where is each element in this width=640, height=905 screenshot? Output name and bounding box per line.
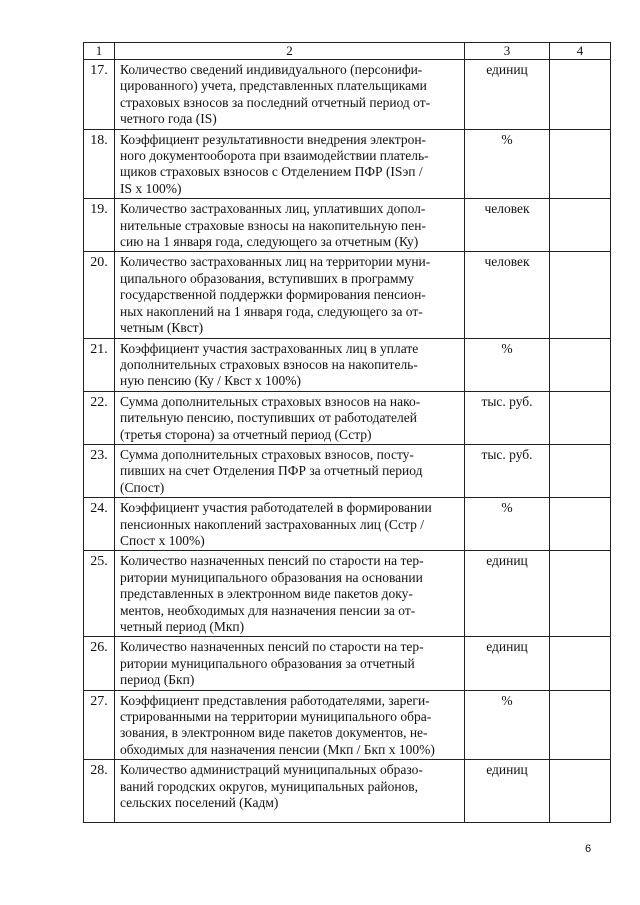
description-line: четного года (IS) bbox=[120, 111, 217, 127]
row-number: 22. bbox=[84, 391, 115, 444]
row-number: 23. bbox=[84, 444, 115, 497]
row-number: 25. bbox=[84, 551, 115, 637]
indicator-description bbox=[115, 637, 465, 690]
description-line: Количество застрахованных лиц на территории муни- bbox=[120, 254, 431, 270]
description-line: ных накоплений на 1 января года, следующего за от- bbox=[120, 303, 423, 319]
table-row bbox=[84, 551, 611, 637]
description-line: период (Бкп) bbox=[120, 672, 195, 688]
row-number: 26. bbox=[84, 637, 115, 690]
description-line: Сумма дополнительных страховых взносов на нако- bbox=[120, 393, 421, 409]
unit-of-measure: единиц bbox=[465, 760, 550, 823]
indicators-table bbox=[83, 42, 611, 823]
indicator-description bbox=[115, 252, 465, 338]
value-cell bbox=[550, 199, 611, 252]
description-line: Сумма дополнительных страховых взносов, посту- bbox=[120, 446, 414, 462]
unit-of-measure: тыс. руб. bbox=[465, 391, 550, 444]
unit-of-measure: тыс. руб. bbox=[465, 444, 550, 497]
unit-of-measure: единиц bbox=[465, 637, 550, 690]
description-line: сию на 1 января года, следующего за отчетным (Ку) bbox=[120, 234, 419, 250]
header-cell-4: 4 bbox=[550, 43, 611, 60]
description-line: цированного) учета, представленных плательщиками bbox=[120, 78, 427, 94]
header-cell-3: 3 bbox=[465, 43, 550, 60]
description-line: ментов, необходимых для назначения пенсии за от- bbox=[120, 602, 416, 618]
table-row bbox=[84, 199, 611, 252]
row-number: 17. bbox=[84, 60, 115, 130]
header-cell-2: 2 bbox=[115, 43, 465, 60]
description-line: обходимых для назначения пенсии (Мкп / Бкп х 100%) bbox=[120, 741, 435, 757]
description-line: сельских поселений (Кадм) bbox=[120, 795, 279, 811]
description-line: зования, в электронном виде пакетов документов, не- bbox=[120, 725, 428, 741]
description-line: Коэффициент представления работодателями, зареги- bbox=[120, 692, 430, 708]
value-cell bbox=[550, 498, 611, 551]
value-cell bbox=[550, 129, 611, 199]
description-line: Количество назначенных пенсий по старости на тер- bbox=[120, 639, 424, 655]
value-cell bbox=[550, 60, 611, 130]
unit-of-measure: человек bbox=[465, 252, 550, 338]
description-line: IS x 100%) bbox=[120, 180, 182, 196]
description-line: нительные страховые взносы на накопительную пен- bbox=[120, 217, 426, 233]
description-line: (Спост) bbox=[120, 479, 165, 495]
table-header-row bbox=[84, 43, 611, 60]
description-line: Количество застрахованных лиц, уплативших допол- bbox=[120, 201, 426, 217]
table-row bbox=[84, 760, 611, 823]
row-number: 20. bbox=[84, 252, 115, 338]
description-line: Спост х 100%) bbox=[120, 532, 205, 548]
row-number: 18. bbox=[84, 129, 115, 199]
unit-of-measure: единиц bbox=[465, 60, 550, 130]
indicator-description bbox=[115, 498, 465, 551]
table-row bbox=[84, 444, 611, 497]
table-row bbox=[84, 391, 611, 444]
table-row bbox=[84, 637, 611, 690]
indicator-description bbox=[115, 391, 465, 444]
page-number: 6 bbox=[585, 843, 592, 855]
description-line: Коэффициент результативности внедрения электрон- bbox=[120, 131, 427, 147]
table-row bbox=[84, 338, 611, 391]
description-line: щиков страховых взносов с Отделением ПФР (ISэп / bbox=[120, 164, 423, 180]
description-line: дополнительных страховых взносов на накопитель- bbox=[120, 356, 418, 372]
value-cell bbox=[550, 338, 611, 391]
description-line: представленных в электронном виде пакетов доку- bbox=[120, 586, 413, 602]
description-line: Количество сведений индивидуального (персонифи- bbox=[120, 62, 423, 77]
description-line: Количество назначенных пенсий по старости на тер- bbox=[120, 553, 424, 569]
indicator-description bbox=[115, 444, 465, 497]
unit-of-measure: % bbox=[465, 338, 550, 391]
value-cell bbox=[550, 252, 611, 338]
indicator-description bbox=[115, 690, 465, 760]
description-line: четным (Квст) bbox=[120, 320, 204, 336]
description-line: страховых взносов за последний отчетный период от- bbox=[120, 94, 431, 110]
table-row bbox=[84, 60, 611, 130]
description-line: пивших на счет Отделения ПФР за отчетный период bbox=[120, 463, 423, 479]
description-line: ного документооборота при взаимодействии платель- bbox=[120, 148, 429, 164]
row-number: 28. bbox=[84, 760, 115, 823]
header-cell-1: 1 bbox=[84, 43, 115, 60]
value-cell bbox=[550, 551, 611, 637]
indicator-description bbox=[115, 199, 465, 252]
description-line: четный период (Мкп) bbox=[120, 619, 245, 634]
table-row bbox=[84, 498, 611, 551]
unit-of-measure: единиц bbox=[465, 551, 550, 637]
description-line: пенсионных накоплений застрахованных лиц (Сстр / bbox=[120, 516, 424, 532]
row-number: 19. bbox=[84, 199, 115, 252]
unit-of-measure: % bbox=[465, 129, 550, 199]
description-line: Количество администраций муниципальных образо- bbox=[120, 762, 423, 778]
value-cell bbox=[550, 690, 611, 760]
value-cell bbox=[550, 760, 611, 823]
table-row bbox=[84, 252, 611, 338]
indicator-description bbox=[115, 338, 465, 391]
value-cell bbox=[550, 444, 611, 497]
description-line: ритории муниципального образования на основании bbox=[120, 569, 423, 585]
unit-of-measure: % bbox=[465, 690, 550, 760]
description-line: ципального образования, вступивших в программу bbox=[120, 270, 414, 286]
description-line: пительную пенсию, поступивших от работодателей bbox=[120, 410, 417, 426]
description-line: ритории муниципального образования за отчетный bbox=[120, 655, 415, 671]
row-number: 21. bbox=[84, 338, 115, 391]
description-line: государственной поддержки формирования пенсион- bbox=[120, 287, 426, 303]
value-cell bbox=[550, 391, 611, 444]
table-row bbox=[84, 129, 611, 199]
indicator-description bbox=[115, 129, 465, 199]
table-row bbox=[84, 690, 611, 760]
value-cell bbox=[550, 637, 611, 690]
description-line: Коэффициент участия работодателей в формировании bbox=[120, 500, 432, 516]
row-number: 24. bbox=[84, 498, 115, 551]
unit-of-measure: % bbox=[465, 498, 550, 551]
description-line: (третья сторона) за отчетный период (Сстр) bbox=[120, 426, 372, 442]
unit-of-measure: человек bbox=[465, 199, 550, 252]
indicator-description bbox=[115, 551, 465, 637]
description-line: ную пенсию (Ку / Квст х 100%) bbox=[120, 373, 301, 389]
row-number: 27. bbox=[84, 690, 115, 760]
description-line: стрированными на территории муниципального обра- bbox=[120, 709, 432, 725]
description-line: Коэффициент участия застрахованных лиц в уплате bbox=[120, 340, 419, 356]
indicator-description bbox=[115, 60, 465, 130]
description-line: ваний городских округов, муниципальных районов, bbox=[120, 778, 419, 794]
indicator-description bbox=[115, 760, 465, 823]
